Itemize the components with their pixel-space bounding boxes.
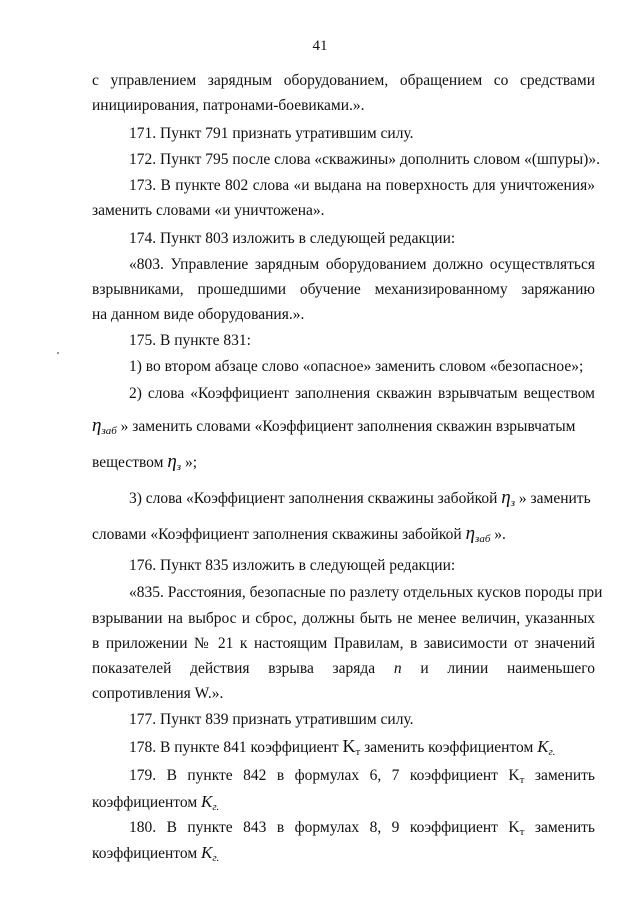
paragraph-173: 173. В пункте 802 слова «и выдана на поверхность для уничтожения» bbox=[129, 177, 595, 194]
text-fragment: » заменить словами «Коэффициент заполнения скважин взрывчатым bbox=[120, 418, 576, 435]
k-symbol: K bbox=[537, 737, 549, 756]
k-symbol: K bbox=[201, 843, 213, 862]
text-fragment bbox=[508, 767, 524, 784]
subscript: заб bbox=[475, 533, 491, 545]
page-number: 41 bbox=[312, 38, 328, 54]
paragraph-177: 177. Пункт 839 признать утратившим силу. bbox=[129, 711, 414, 728]
paragraph-176: 176. Пункт 835 изложить в следующей редакции: bbox=[129, 557, 456, 574]
eta-symbol: η bbox=[501, 487, 511, 508]
text-fragment: ». bbox=[494, 526, 506, 543]
text-fragment: показателей действия взрыва заряда bbox=[92, 660, 376, 677]
text-line bbox=[92, 659, 595, 679]
subscript: т bbox=[519, 826, 525, 838]
k-symbol: K bbox=[508, 767, 520, 784]
subscript: з bbox=[176, 461, 182, 473]
text-fragment: » заменить bbox=[518, 490, 591, 507]
subscript: заб bbox=[101, 425, 117, 437]
subscript: г. bbox=[212, 852, 220, 864]
text-line-formula bbox=[92, 524, 595, 546]
text-line: инициирования, патронами-боевиками.». bbox=[92, 97, 365, 114]
text-fragment: веществом bbox=[92, 454, 164, 471]
paragraph-171: 171. Пункт 791 признать утратившим силу. bbox=[129, 125, 414, 142]
item-1: 1) во втором абзаце слово «опасное» заменить словом «безопасное»; bbox=[129, 358, 584, 375]
text-line: взрывании на выброс и сброс, должны быть не менее величин, указанных bbox=[92, 610, 595, 627]
text-fragment: 179. В пункте 842 в формулах 6, 7 коэффициент bbox=[129, 767, 498, 784]
text-line: заменить словами «и уничтожена». bbox=[92, 202, 325, 219]
text-fragment: словами «Коэффициент заполнения скважины забойкой bbox=[92, 526, 462, 543]
text-fragment: заменить bbox=[534, 767, 595, 784]
text-line: с управлением зарядным оборудованием, обращением со средствами bbox=[92, 72, 595, 89]
text-fragment: и линии наименьшего bbox=[420, 660, 596, 677]
text-fragment bbox=[508, 819, 524, 836]
text-line-formula bbox=[92, 416, 595, 438]
text-line bbox=[92, 792, 595, 814]
eta-symbol: η bbox=[465, 523, 476, 544]
subscript: т bbox=[519, 774, 525, 786]
eta-symbol: η bbox=[92, 415, 102, 436]
text-fragment: 3) слова «Коэффициент заполнения скважины забойкой bbox=[129, 490, 498, 507]
k-symbol: K bbox=[342, 736, 356, 756]
text-fragment: »; bbox=[184, 454, 197, 471]
subscript: г. bbox=[548, 746, 556, 758]
k-symbol: K bbox=[201, 792, 213, 811]
k-symbol: K bbox=[508, 819, 520, 836]
text-fragment: заменить коэффициентом bbox=[364, 739, 534, 756]
text-line: в приложении № 21 к настоящим Правилам, в зависимости от значений bbox=[92, 635, 595, 652]
variable-n: n bbox=[393, 660, 402, 677]
item-3 bbox=[129, 488, 595, 510]
scan-speck bbox=[57, 352, 59, 354]
paragraph-835: «835. Расстояния, безопасные по разлету отдельных кусков породы при bbox=[129, 584, 603, 601]
text-line-formula bbox=[92, 452, 595, 474]
item-2: 2) слова «Коэффициент заполнения скважин взрывчатым веществом bbox=[129, 385, 595, 402]
paragraph-179 bbox=[129, 766, 595, 787]
subscript: т bbox=[355, 746, 361, 758]
paragraph-178 bbox=[129, 736, 595, 759]
text-fragment: 178. В пункте 841 коэффициент bbox=[129, 739, 339, 756]
text-line bbox=[92, 843, 595, 865]
subscript: г. bbox=[212, 801, 220, 813]
paragraph-174: 174. Пункт 803 изложить в следующей редакции: bbox=[129, 230, 456, 247]
text-fragment: коэффициентом bbox=[92, 794, 198, 811]
subscript: з bbox=[510, 497, 516, 509]
text-line: взрывниками, прошедшими обучение механизированному заряжанию bbox=[92, 281, 595, 298]
text-fragment: коэффициентом bbox=[92, 845, 198, 862]
paragraph-172: 172. Пункт 795 после слова «скважины» дополнить словом «(шпуры)». bbox=[129, 151, 600, 168]
text-line: на данном виде оборудования.». bbox=[92, 306, 305, 323]
text-line: сопротивления W.». bbox=[92, 685, 224, 702]
paragraph-180 bbox=[129, 818, 595, 839]
text-fragment: заменить bbox=[534, 819, 595, 836]
paragraph-803: «803. Управление зарядным оборудованием должно осуществляться bbox=[129, 256, 595, 273]
paragraph-175: 175. В пункте 831: bbox=[129, 332, 251, 349]
text-fragment: 180. В пункте 843 в формулах 8, 9 коэффициент bbox=[129, 819, 498, 836]
eta-symbol: η bbox=[167, 451, 177, 472]
